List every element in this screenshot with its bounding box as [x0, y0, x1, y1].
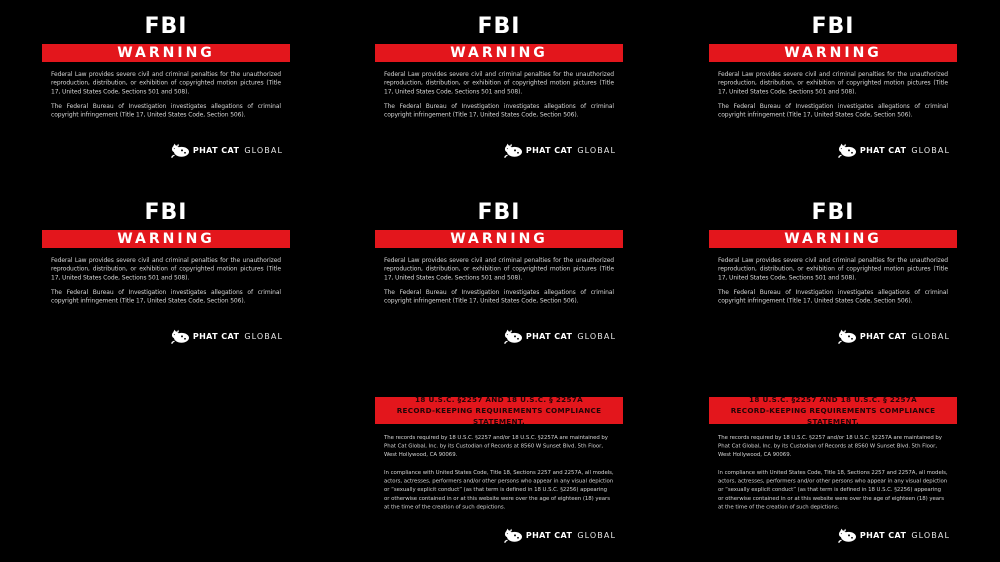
- fbi-paragraph-1: [51, 256, 281, 284]
- fbi-paragraph-1-text: Federal Law provides severe civil and criminal penalties for the unauthorized reproduction, distribution, or exhibition of copyrighted motion pictures (Title 17, United States Code, Sections 501 and 508).: [718, 256, 948, 281]
- fbi-warning-panel: [709, 15, 957, 183]
- compliance-banner-line1: 18 U.S.C. §2257 AND 18 U.S.C. § 2257A: [415, 395, 583, 404]
- fbi-paragraph-2-text: The Federal Bureau of Investigation investigates allegations of criminal copyright infringement (Title 17, United States Code, Section 506).: [384, 102, 614, 119]
- fbi-title: FBI: [144, 14, 188, 39]
- cat-icon: [837, 528, 857, 543]
- logo-name-primary: PHAT CAT: [192, 146, 240, 155]
- fbi-paragraph-1: [718, 256, 948, 284]
- compliance-banner-line2: RECORD-KEEPING REQUIREMENTS COMPLIANCE STATEMENT.: [730, 406, 936, 426]
- warning-banner: WARNING: [709, 230, 957, 248]
- fbi-paragraph-2-text: The Federal Bureau of Investigation investigates allegations of criminal copyright infringement (Title 17, United States Code, Section 506).: [718, 288, 948, 305]
- logo-name-secondary: GLOBAL: [577, 146, 616, 155]
- fbi-warning-panel: [42, 15, 290, 183]
- logo-name-secondary: GLOBAL: [911, 531, 950, 540]
- cat-icon: [837, 329, 857, 344]
- fbi-paragraph-2: [718, 288, 948, 308]
- fbi-paragraph-1-text: Federal Law provides severe civil and criminal penalties for the unauthorized reproduction, distribution, or exhibition of copyrighted motion pictures (Title 17, United States Code, Sections 501 and 508).: [384, 70, 614, 95]
- phat-cat-global-logo: [503, 329, 616, 344]
- fbi-warning-panel: [375, 201, 623, 369]
- fbi-paragraph-2-text: The Federal Bureau of Investigation investigates allegations of criminal copyright infringement (Title 17, United States Code, Section 506).: [718, 102, 948, 119]
- phat-cat-global-logo: [503, 528, 616, 543]
- compliance-statement-panel: [709, 397, 957, 562]
- cat-icon: [837, 143, 857, 158]
- fbi-paragraph-2: [51, 288, 281, 308]
- logo-name-secondary: GLOBAL: [244, 332, 283, 341]
- fbi-paragraph-1: [384, 256, 614, 284]
- warning-banner: WARNING: [42, 230, 290, 248]
- compliance-paragraph-1-text: The records required by 18 U.S.C. §2257 and/or 18 U.S.C. §2257A are maintained by Phat Cat Global, Inc. by its Custodian of Records at 8560 W Sunset Blvd. 5th Floor, West Hollywood, CA 90069.: [384, 434, 608, 458]
- fbi-paragraph-2: [384, 102, 614, 122]
- fbi-title: FBI: [811, 14, 855, 39]
- fbi-paragraph-1: [51, 70, 281, 98]
- logo-name-primary: PHAT CAT: [525, 146, 573, 155]
- warning-banner: WARNING: [709, 44, 957, 62]
- fbi-title: FBI: [811, 200, 855, 225]
- fbi-paragraph-2: [384, 288, 614, 308]
- logo-name-secondary: GLOBAL: [577, 332, 616, 341]
- fbi-title: FBI: [477, 200, 521, 225]
- warning-banner: WARNING: [375, 230, 623, 248]
- compliance-paragraph-2-text: In compliance with United States Code, Title 18, Sections 2257 and 2257A, all models, actors, actresses, performers and/or other persons who appear in any visual depiction or “sexually explicit conduct” (as that term is defined in 18 U.S.C. §2256) appearing or otherwise contained in or at this website were over the age of eighteen (18) years at the time of the creation of such depictions.: [718, 469, 948, 510]
- cat-icon: [170, 329, 190, 344]
- logo-name-primary: PHAT CAT: [192, 332, 240, 341]
- fbi-title: FBI: [477, 14, 521, 39]
- compliance-banner: [375, 397, 623, 424]
- fbi-title: FBI: [144, 200, 188, 225]
- phat-cat-global-logo: [837, 329, 950, 344]
- fbi-paragraph-2: [51, 102, 281, 122]
- fbi-paragraph-1-text: Federal Law provides severe civil and criminal penalties for the unauthorized reproduction, distribution, or exhibition of copyrighted motion pictures (Title 17, United States Code, Sections 501 and 508).: [718, 70, 948, 95]
- fbi-warning-panel: [375, 15, 623, 183]
- fbi-paragraph-2-text: The Federal Bureau of Investigation investigates allegations of criminal copyright infringement (Title 17, United States Code, Section 506).: [384, 288, 614, 305]
- phat-cat-global-logo: [170, 143, 283, 158]
- fbi-paragraph-1-text: Federal Law provides severe civil and criminal penalties for the unauthorized reproduction, distribution, or exhibition of copyrighted motion pictures (Title 17, United States Code, Sections 501 and 508).: [51, 256, 281, 281]
- fbi-paragraph-2-text: The Federal Bureau of Investigation investigates allegations of criminal copyright infringement (Title 17, United States Code, Section 506).: [51, 102, 281, 119]
- cat-icon: [170, 143, 190, 158]
- phat-cat-global-logo: [837, 528, 950, 543]
- fbi-warning-panel: [709, 201, 957, 369]
- cat-icon: [503, 329, 523, 344]
- compliance-statement-panel: [375, 397, 623, 562]
- compliance-banner-line1: 18 U.S.C. §2257 AND 18 U.S.C. § 2257A: [749, 395, 917, 404]
- logo-name-secondary: GLOBAL: [244, 146, 283, 155]
- logo-name-secondary: GLOBAL: [577, 531, 616, 540]
- compliance-paragraph-1: [384, 433, 614, 461]
- fbi-paragraph-2: [718, 102, 948, 122]
- logo-name-secondary: GLOBAL: [911, 332, 950, 341]
- phat-cat-global-logo: [170, 329, 283, 344]
- compliance-banner: [709, 397, 957, 424]
- cat-icon: [503, 528, 523, 543]
- compliance-paragraph-2: [384, 468, 614, 514]
- compliance-paragraph-1: [718, 433, 948, 461]
- phat-cat-global-logo: [503, 143, 616, 158]
- compliance-paragraph-2: [718, 468, 948, 514]
- warning-banner: WARNING: [375, 44, 623, 62]
- compliance-paragraph-2-text: In compliance with United States Code, Title 18, Sections 2257 and 2257A, all models, actors, actresses, performers and/or other persons who appear in any visual depiction or “sexually explicit conduct” (as that term is defined in 18 U.S.C. §2256) appearing or otherwise contained in or at this website were over the age of eighteen (18) years at the time of the creation of such depictions.: [384, 469, 614, 510]
- logo-name-primary: PHAT CAT: [525, 531, 573, 540]
- compliance-banner-line2: RECORD-KEEPING REQUIREMENTS COMPLIANCE STATEMENT.: [396, 406, 602, 426]
- logo-name-primary: PHAT CAT: [859, 531, 907, 540]
- compliance-paragraph-1-text: The records required by 18 U.S.C. §2257 and/or 18 U.S.C. §2257A are maintained by Phat Cat Global, Inc. by its Custodian of Records at 8560 W Sunset Blvd. 5th Floor, West Hollywood, CA 90069.: [718, 434, 942, 458]
- logo-name-primary: PHAT CAT: [859, 146, 907, 155]
- logo-name-primary: PHAT CAT: [859, 332, 907, 341]
- phat-cat-global-logo: [837, 143, 950, 158]
- fbi-warning-panel: [42, 201, 290, 369]
- cat-icon: [503, 143, 523, 158]
- warning-banner: WARNING: [42, 44, 290, 62]
- fbi-paragraph-1-text: Federal Law provides severe civil and criminal penalties for the unauthorized reproduction, distribution, or exhibition of copyrighted motion pictures (Title 17, United States Code, Sections 501 and 508).: [384, 256, 614, 281]
- logo-name-primary: PHAT CAT: [525, 332, 573, 341]
- fbi-paragraph-1: [384, 70, 614, 98]
- fbi-paragraph-1: [718, 70, 948, 98]
- fbi-paragraph-1-text: Federal Law provides severe civil and criminal penalties for the unauthorized reproduction, distribution, or exhibition of copyrighted motion pictures (Title 17, United States Code, Sections 501 and 508).: [51, 70, 281, 95]
- logo-name-secondary: GLOBAL: [911, 146, 950, 155]
- fbi-paragraph-2-text: The Federal Bureau of Investigation investigates allegations of criminal copyright infringement (Title 17, United States Code, Section 506).: [51, 288, 281, 305]
